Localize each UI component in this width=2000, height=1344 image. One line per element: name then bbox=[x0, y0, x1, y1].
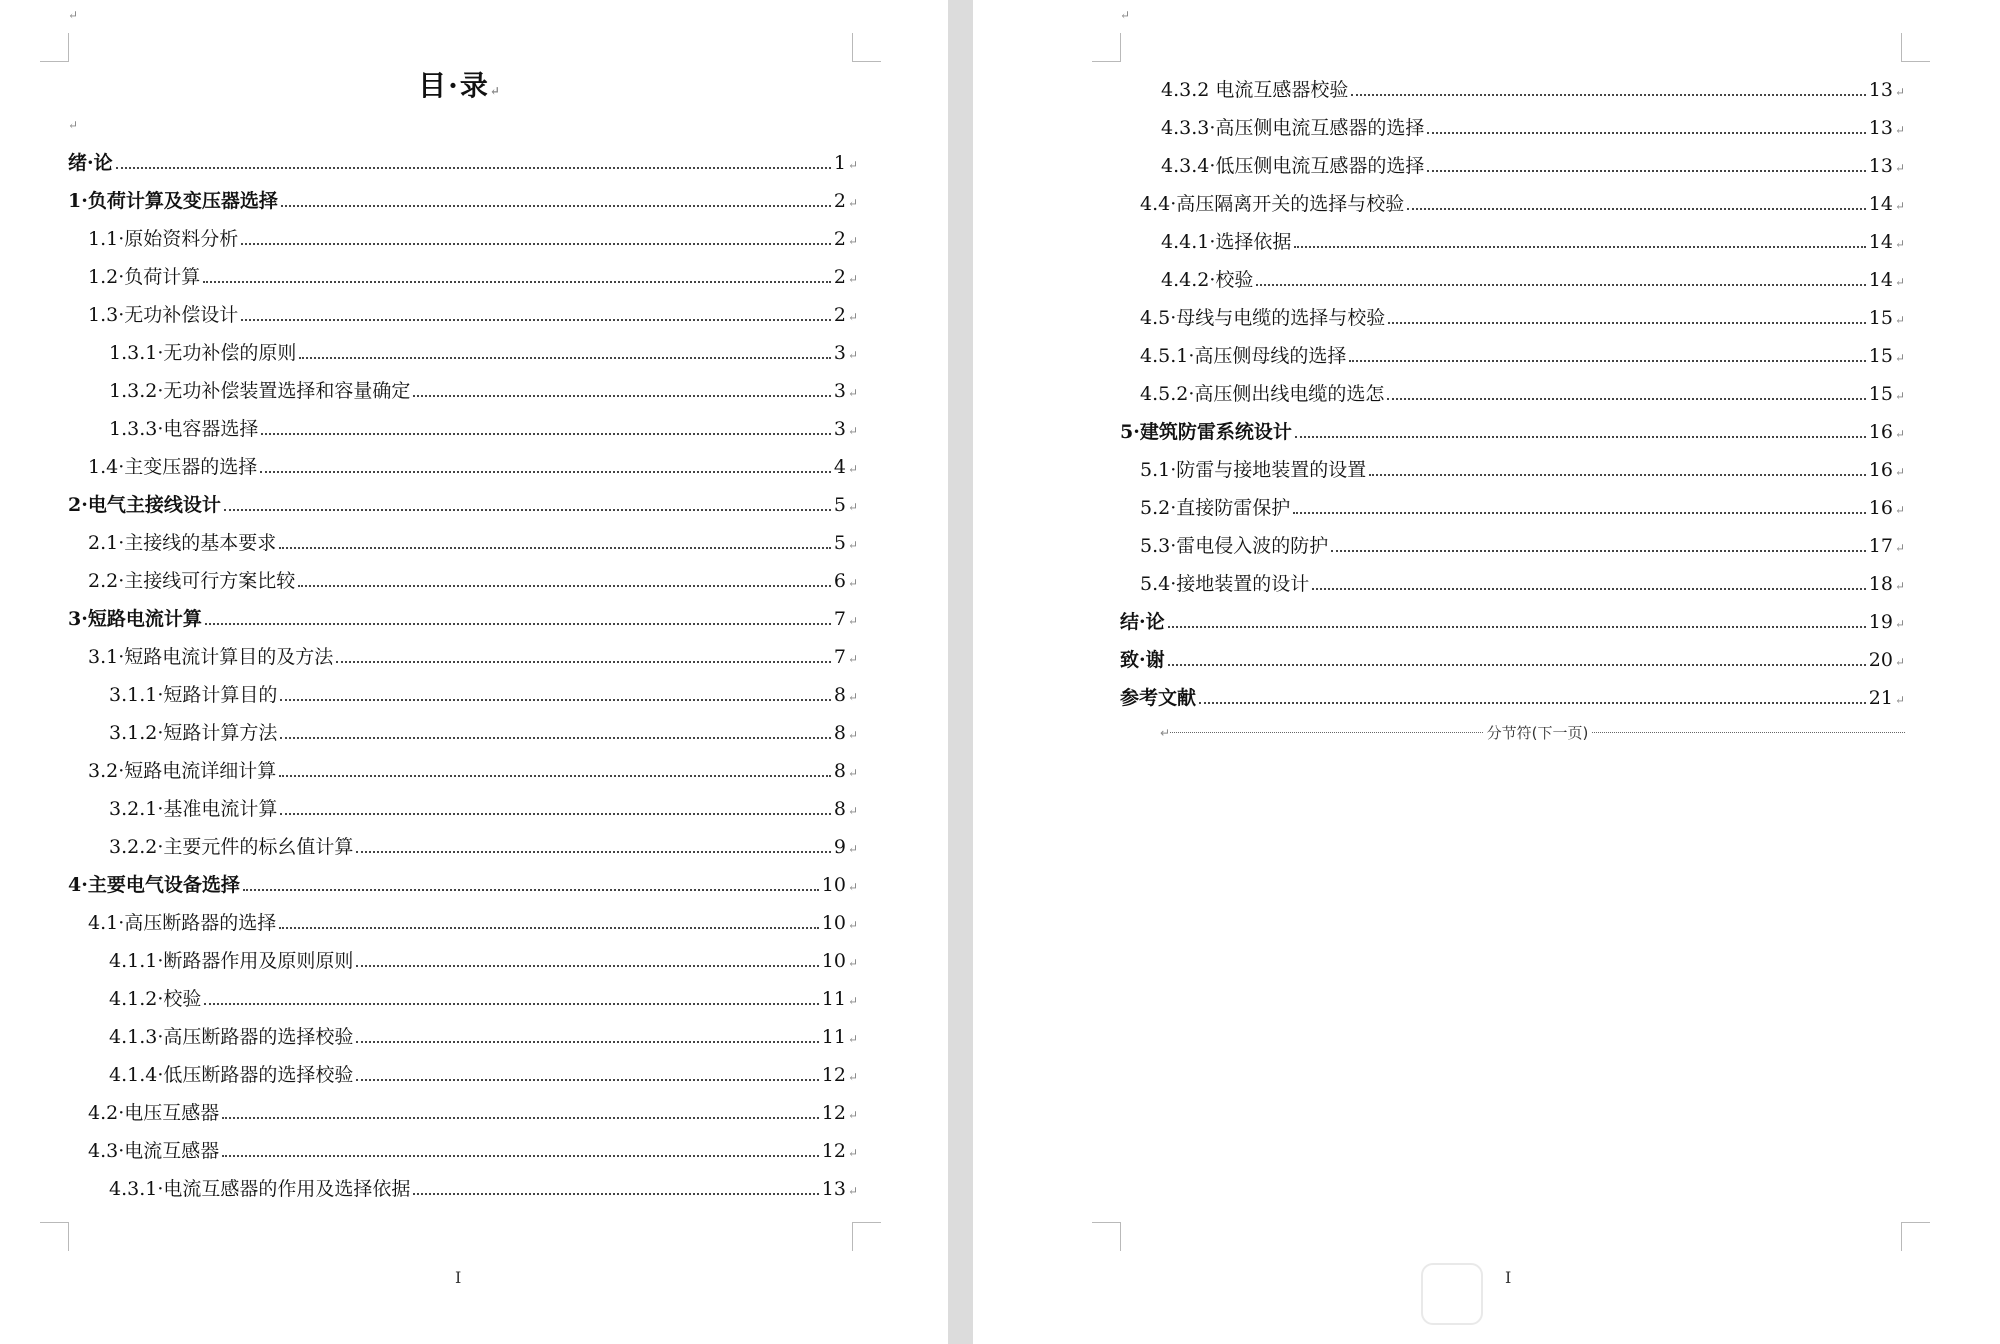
toc-dot-leader bbox=[280, 699, 830, 701]
toc-entry-page: 9 bbox=[833, 836, 846, 858]
toc-entry-page: 20 bbox=[1868, 649, 1893, 671]
toc-entry-page: 3 bbox=[833, 418, 846, 440]
paragraph-mark: ↵ bbox=[68, 8, 79, 22]
toc-entry-page: 5 bbox=[833, 532, 846, 554]
toc-dot-leader bbox=[241, 319, 831, 321]
paragraph-mark: ↵ bbox=[1894, 579, 1905, 593]
paragraph-mark: ↵ bbox=[847, 1032, 858, 1046]
toc-entry-title: 1.2·负荷计算 bbox=[88, 266, 201, 288]
toc-entry[interactable] bbox=[68, 144, 858, 182]
toc-entry-page: 14 bbox=[1868, 269, 1893, 291]
toc-entry[interactable] bbox=[68, 904, 858, 942]
toc-dot-leader bbox=[298, 585, 831, 587]
toc-entry-title: 4.3.1·电流互感器的作用及选择依据 bbox=[109, 1178, 411, 1200]
toc-entry[interactable] bbox=[68, 1170, 858, 1208]
paragraph-mark: ↵ bbox=[1894, 503, 1905, 517]
toc-entry-page: 8 bbox=[833, 684, 846, 706]
toc-dot-leader bbox=[1369, 474, 1865, 476]
toc-entry[interactable] bbox=[1120, 527, 1905, 565]
toc-entry-page: 3 bbox=[833, 380, 846, 402]
toc-entry[interactable] bbox=[1120, 565, 1905, 603]
paragraph-mark: ↵ bbox=[1894, 427, 1905, 441]
toc-dot-leader bbox=[1388, 322, 1865, 324]
paragraph-mark: ↵ bbox=[847, 804, 858, 818]
toc-entry[interactable] bbox=[68, 448, 858, 486]
paragraph-mark: ↵ bbox=[847, 234, 858, 248]
toc-list-right bbox=[1120, 71, 1905, 717]
toc-entry[interactable] bbox=[68, 980, 858, 1018]
toc-entry-page: 13 bbox=[1868, 79, 1893, 101]
toc-dot-leader bbox=[279, 775, 831, 777]
toc-entry[interactable] bbox=[1120, 641, 1905, 679]
toc-entry[interactable] bbox=[68, 600, 858, 638]
toc-entry-title: 参考文献 bbox=[1120, 687, 1197, 709]
section-break-label: 分节符(下一页) bbox=[1486, 724, 1589, 742]
paragraph-mark: ↵ bbox=[847, 614, 858, 628]
toc-entry-page: 17 bbox=[1868, 535, 1893, 557]
toc-dot-leader bbox=[336, 661, 831, 663]
toc-entry-title: 5.3·雷电侵入波的防护 bbox=[1140, 535, 1329, 557]
paragraph-mark: ↵ bbox=[1894, 275, 1905, 289]
toc-dot-leader bbox=[1312, 588, 1865, 590]
toc-entry-title: 3.1.1·短路计算目的 bbox=[109, 684, 278, 706]
toc-entry-page: 16 bbox=[1868, 497, 1893, 519]
toc-entry[interactable] bbox=[68, 1094, 858, 1132]
paragraph-mark: ↵ bbox=[847, 652, 858, 666]
toc-entry-title: 4.4.1·选择依据 bbox=[1161, 231, 1292, 253]
toc-entry-title: 1.3.2·无功补偿装置选择和容量确定 bbox=[109, 380, 411, 402]
toc-entry-title: 4.3.3·高压侧电流互感器的选择 bbox=[1161, 117, 1425, 139]
toc-entry-page: 13 bbox=[1868, 117, 1893, 139]
toc-entry[interactable] bbox=[68, 714, 858, 752]
paragraph-mark: ↵ bbox=[847, 918, 858, 932]
paragraph-mark: ↵ bbox=[847, 348, 858, 362]
toc-dot-leader bbox=[1427, 170, 1865, 172]
toc-dot-leader bbox=[1349, 360, 1865, 362]
toc-entry-title: 4.1·高压断路器的选择 bbox=[88, 912, 277, 934]
toc-entry-page: 12 bbox=[821, 1140, 846, 1162]
toc-entry-title: 2·电气主接线设计 bbox=[68, 494, 221, 516]
toc-dot-leader bbox=[1293, 512, 1865, 514]
toc-entry[interactable] bbox=[68, 1056, 858, 1094]
toc-entry[interactable] bbox=[68, 296, 858, 334]
toc-entry-page: 2 bbox=[833, 190, 846, 212]
toc-entry[interactable] bbox=[68, 258, 858, 296]
margin-corner-mark bbox=[852, 1222, 881, 1251]
toc-entry[interactable] bbox=[1120, 375, 1905, 413]
toc-dot-leader bbox=[1168, 626, 1866, 628]
paragraph-mark: ↵ bbox=[847, 272, 858, 286]
toc-dot-leader bbox=[1387, 398, 1865, 400]
paragraph-mark: ↵ bbox=[847, 842, 858, 856]
paragraph-mark: ↵ bbox=[847, 994, 858, 1008]
toc-entry-title: 3.2.1·基准电流计算 bbox=[109, 798, 278, 820]
toc-entry[interactable] bbox=[1120, 261, 1905, 299]
toc-dot-leader bbox=[299, 357, 830, 359]
toc-dot-leader bbox=[1256, 284, 1865, 286]
paragraph-mark: ↵ bbox=[1894, 313, 1905, 327]
toc-entry[interactable] bbox=[1120, 299, 1905, 337]
toc-dot-leader bbox=[279, 927, 818, 929]
toc-entry-page: 8 bbox=[833, 760, 846, 782]
paragraph-mark: ↵ bbox=[1894, 541, 1905, 555]
toc-entry-page: 12 bbox=[821, 1064, 846, 1086]
toc-dot-leader bbox=[116, 167, 831, 169]
paragraph-mark: ↵ bbox=[1894, 237, 1905, 251]
paragraph-mark: ↵ bbox=[1894, 389, 1905, 403]
toc-dot-leader bbox=[203, 281, 831, 283]
toc-entry-title: 1.4·主变压器的选择 bbox=[88, 456, 258, 478]
paragraph-mark: ↵ bbox=[1894, 693, 1905, 707]
toc-entry-page: 2 bbox=[833, 304, 846, 326]
toc-entry-title: 4.1.1·断路器作用及原则原则 bbox=[109, 950, 354, 972]
toc-entry[interactable] bbox=[68, 524, 858, 562]
margin-corner-mark bbox=[852, 33, 881, 62]
toc-dot-leader bbox=[356, 1041, 818, 1043]
toc-entry-page: 14 bbox=[1868, 231, 1893, 253]
toc-dot-leader bbox=[280, 813, 830, 815]
toc-entry[interactable] bbox=[1120, 223, 1905, 261]
toc-dot-leader bbox=[1199, 702, 1866, 704]
paragraph-mark: ↵ bbox=[847, 538, 858, 552]
toc-entry-title: 绪·论 bbox=[68, 152, 113, 174]
toc-entry-page: 15 bbox=[1868, 345, 1893, 367]
toc-dot-leader bbox=[1331, 550, 1865, 552]
toc-entry[interactable] bbox=[68, 752, 858, 790]
toc-entry[interactable] bbox=[68, 182, 858, 220]
toc-dot-leader bbox=[222, 1117, 818, 1119]
paragraph-mark: ↵ bbox=[1894, 655, 1905, 669]
paragraph-mark: ↵ bbox=[847, 576, 858, 590]
page-gutter bbox=[948, 0, 973, 1344]
toc-entry-title: 5.4·接地装置的设计 bbox=[1140, 573, 1310, 595]
paragraph-mark: ↵ bbox=[1894, 465, 1905, 479]
toc-dot-leader bbox=[279, 547, 831, 549]
toc-entry-title: 4.1.3·高压断路器的选择校验 bbox=[109, 1026, 354, 1048]
toc-dot-leader bbox=[356, 965, 818, 967]
toc-entry[interactable] bbox=[68, 790, 858, 828]
margin-corner-mark bbox=[1901, 1222, 1930, 1251]
section-break-leader bbox=[1592, 732, 1905, 733]
paragraph-mark: ↵ bbox=[489, 84, 502, 98]
toc-entry-title: 4.1.2·校验 bbox=[109, 988, 202, 1010]
toc-entry-title: 1.1·原始资料分析 bbox=[88, 228, 239, 250]
paragraph-mark: ↵ bbox=[68, 118, 79, 132]
toc-entry[interactable] bbox=[68, 1018, 858, 1056]
toc-entry-page: 12 bbox=[821, 1102, 846, 1124]
toc-entry-page: 2 bbox=[833, 228, 846, 250]
toc-entry-title: 5·建筑防雷系统设计 bbox=[1120, 421, 1292, 443]
toc-entry-page: 1 bbox=[833, 152, 846, 174]
toc-entry-title: 致·谢 bbox=[1120, 649, 1165, 671]
toc-dot-leader bbox=[222, 1155, 818, 1157]
toc-entry-page: 11 bbox=[821, 988, 846, 1010]
toc-entry-title: 结·论 bbox=[1120, 611, 1165, 633]
toc-entry-title: 1.3·无功补偿设计 bbox=[88, 304, 239, 326]
toc-entry-page: 10 bbox=[821, 874, 846, 896]
toc-entry[interactable] bbox=[68, 372, 858, 410]
toc-entry-title: 4.1.4·低压断路器的选择校验 bbox=[109, 1064, 354, 1086]
paragraph-mark: ↵ bbox=[847, 310, 858, 324]
toc-entry-title: 3.1·短路电流计算目的及方法 bbox=[88, 646, 334, 668]
toc-entry-title: 2.1·主接线的基本要求 bbox=[88, 532, 277, 554]
toc-dot-leader bbox=[1168, 664, 1866, 666]
toc-entry-title: 3·短路电流计算 bbox=[68, 608, 202, 630]
paragraph-mark: ↵ bbox=[1894, 161, 1905, 175]
toc-entry-page: 19 bbox=[1868, 611, 1893, 633]
toc-entry-title: 4·主要电气设备选择 bbox=[68, 874, 240, 896]
paragraph-mark: ↵ bbox=[847, 158, 858, 172]
toc-entry-title: 3.2·短路电流详细计算 bbox=[88, 760, 277, 782]
toc-entry[interactable] bbox=[1120, 337, 1905, 375]
toc-entry-page: 10 bbox=[821, 950, 846, 972]
toc-entry[interactable] bbox=[68, 410, 858, 448]
toc-entry-page: 13 bbox=[821, 1178, 846, 1200]
toc-entry-title: 4.4.2·校验 bbox=[1161, 269, 1254, 291]
toc-dot-leader bbox=[281, 205, 831, 207]
toc-entry[interactable] bbox=[68, 828, 858, 866]
toc-entry[interactable] bbox=[68, 676, 858, 714]
toc-entry-page: 16 bbox=[1868, 459, 1893, 481]
toc-dot-leader bbox=[413, 395, 830, 397]
watermark-icon bbox=[1421, 1263, 1483, 1325]
paragraph-mark: ↵ bbox=[847, 766, 858, 780]
toc-title bbox=[0, 64, 920, 104]
toc-entry-page: 5 bbox=[833, 494, 846, 516]
paragraph-mark: ↵ bbox=[847, 196, 858, 210]
toc-entry[interactable] bbox=[1120, 451, 1905, 489]
paragraph-mark: ↵ bbox=[847, 500, 858, 514]
document-page-left bbox=[0, 0, 948, 1344]
paragraph-mark: ↵ bbox=[847, 386, 858, 400]
toc-entry-page: 14 bbox=[1868, 193, 1893, 215]
toc-entry-title: 3.2.2·主要元件的标幺值计算 bbox=[109, 836, 354, 858]
toc-entry-page: 18 bbox=[1868, 573, 1893, 595]
toc-dot-leader bbox=[243, 889, 819, 891]
paragraph-mark: ↵ bbox=[847, 1146, 858, 1160]
toc-entry[interactable] bbox=[1120, 109, 1905, 147]
paragraph-mark: ↵ bbox=[847, 956, 858, 970]
toc-entry-page: 4 bbox=[833, 456, 846, 478]
toc-entry[interactable] bbox=[68, 866, 858, 904]
toc-dot-leader bbox=[204, 1003, 818, 1005]
toc-dot-leader bbox=[1427, 132, 1865, 134]
paragraph-mark: ↵ bbox=[847, 1184, 858, 1198]
toc-dot-leader bbox=[241, 243, 831, 245]
toc-entry-title: 4.2·电压互感器 bbox=[88, 1102, 220, 1124]
toc-entry[interactable] bbox=[1120, 185, 1905, 223]
toc-dot-leader bbox=[260, 471, 831, 473]
toc-entry-page: 2 bbox=[833, 266, 846, 288]
toc-dot-leader bbox=[356, 1079, 818, 1081]
paragraph-mark: ↵ bbox=[847, 1070, 858, 1084]
margin-corner-mark bbox=[40, 33, 69, 62]
toc-dot-leader bbox=[261, 433, 830, 435]
toc-entry-page: 7 bbox=[833, 646, 846, 668]
toc-dot-leader bbox=[1294, 246, 1865, 248]
toc-dot-leader bbox=[413, 1193, 818, 1195]
margin-corner-mark bbox=[40, 1222, 69, 1251]
margin-corner-mark bbox=[1092, 1222, 1121, 1251]
margin-corner-mark bbox=[1092, 33, 1121, 62]
paragraph-mark: ↵ bbox=[847, 690, 858, 704]
paragraph-mark: ↵ bbox=[1894, 351, 1905, 365]
toc-entry-page: 11 bbox=[821, 1026, 846, 1048]
toc-dot-leader bbox=[280, 737, 830, 739]
toc-entry[interactable] bbox=[1120, 413, 1905, 451]
section-break bbox=[1160, 722, 1905, 743]
paragraph-mark: ↵ bbox=[847, 728, 858, 742]
toc-entry-page: 6 bbox=[833, 570, 846, 592]
toc-entry-title: 2.2·主接线可行方案比较 bbox=[88, 570, 296, 592]
toc-entry[interactable] bbox=[1120, 603, 1905, 641]
toc-entry-page: 21 bbox=[1868, 687, 1893, 709]
toc-entry[interactable] bbox=[68, 562, 858, 600]
toc-entry[interactable] bbox=[68, 942, 858, 980]
toc-dot-leader bbox=[205, 623, 831, 625]
page-number-footer: I bbox=[1505, 1268, 1512, 1287]
page-number-footer: I bbox=[455, 1268, 462, 1287]
paragraph-mark: ↵ bbox=[847, 424, 858, 438]
paragraph-mark: ↵ bbox=[1894, 123, 1905, 137]
paragraph-mark: ↵ bbox=[1120, 8, 1131, 22]
toc-entry-page: 8 bbox=[833, 722, 846, 744]
toc-list-left bbox=[68, 144, 858, 1208]
toc-dot-leader bbox=[1295, 436, 1866, 438]
section-break-leader bbox=[1170, 732, 1483, 733]
toc-dot-leader bbox=[1351, 94, 1865, 96]
toc-entry[interactable] bbox=[1120, 489, 1905, 527]
paragraph-mark: ↵ bbox=[1894, 85, 1905, 99]
paragraph-mark: ↵ bbox=[847, 880, 858, 894]
margin-corner-mark bbox=[1901, 33, 1930, 62]
paragraph-mark: ↵ bbox=[847, 1108, 858, 1122]
toc-entry-page: 10 bbox=[821, 912, 846, 934]
toc-dot-leader bbox=[224, 509, 831, 511]
toc-entry-title: 4.3·电流互感器 bbox=[88, 1140, 220, 1162]
toc-entry-page: 3 bbox=[833, 342, 846, 364]
toc-entry[interactable] bbox=[1120, 147, 1905, 185]
toc-entry-title: 3.1.2·短路计算方法 bbox=[109, 722, 278, 744]
toc-entry-title: 4.5.2·高压侧出线电缆的选怎 bbox=[1140, 383, 1385, 405]
toc-entry-title: 4.3.2 电流互感器校验 bbox=[1161, 79, 1349, 101]
toc-dot-leader bbox=[1407, 208, 1865, 210]
toc-entry-title: 1.3.1·无功补偿的原则 bbox=[109, 342, 297, 364]
toc-entry[interactable] bbox=[1120, 679, 1905, 717]
toc-entry-title: 4.5·母线与电缆的选择与校验 bbox=[1140, 307, 1386, 329]
toc-entry-title: 4.3.4·低压侧电流互感器的选择 bbox=[1161, 155, 1425, 177]
paragraph-mark: ↵ bbox=[1160, 725, 1171, 740]
paragraph-mark: ↵ bbox=[1894, 199, 1905, 213]
toc-entry[interactable] bbox=[68, 220, 858, 258]
toc-entry-page: 16 bbox=[1868, 421, 1893, 443]
toc-entry-title: 5.1·防雷与接地装置的设置 bbox=[1140, 459, 1367, 481]
paragraph-mark: ↵ bbox=[847, 462, 858, 476]
toc-entry-page: 8 bbox=[833, 798, 846, 820]
toc-dot-leader bbox=[356, 851, 830, 853]
paragraph-mark: ↵ bbox=[1894, 617, 1905, 631]
toc-entry-title: 1.3.3·电容器选择 bbox=[109, 418, 259, 440]
toc-entry-page: 15 bbox=[1868, 307, 1893, 329]
toc-entry-page: 7 bbox=[833, 608, 846, 630]
toc-entry-title: 5.2·直接防雷保护 bbox=[1140, 497, 1291, 519]
toc-entry-page: 15 bbox=[1868, 383, 1893, 405]
toc-entry[interactable] bbox=[1120, 71, 1905, 109]
toc-entry-title: 4.4·高压隔离开关的选择与校验 bbox=[1140, 193, 1405, 215]
toc-title-text: 目·录 bbox=[418, 69, 490, 102]
toc-entry[interactable] bbox=[68, 334, 858, 372]
toc-entry-title: 1·负荷计算及变压器选择 bbox=[68, 190, 278, 212]
toc-entry-title: 4.5.1·高压侧母线的选择 bbox=[1140, 345, 1347, 367]
toc-entry[interactable] bbox=[68, 1132, 858, 1170]
toc-entry[interactable] bbox=[68, 638, 858, 676]
toc-entry[interactable] bbox=[68, 486, 858, 524]
toc-entry-page: 13 bbox=[1868, 155, 1893, 177]
